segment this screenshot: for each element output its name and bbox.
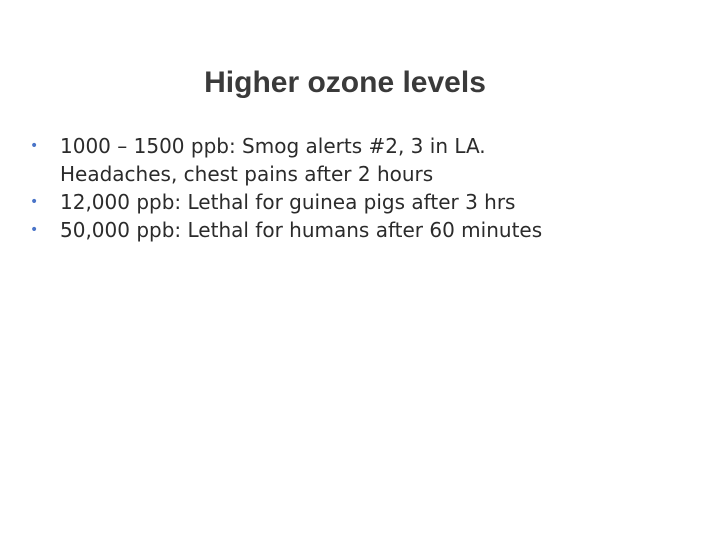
slide-title: Higher ozone levels [204,66,486,99]
bullet-item [28,132,708,188]
bullet-text: 1000 – 1500 ppb: Smog alerts #2, 3 in LA. Headaches, chest pains after 2 hours [60,134,486,186]
bullet-icon: • [30,222,39,238]
bullet-item [28,216,708,244]
bullet-icon: • [30,194,39,210]
bullet-icon: • [30,138,39,154]
bullet-text: 50,000 ppb: Lethal for humans after 60 minutes [60,218,543,242]
bullet-text: 12,000 ppb: Lethal for guinea pigs after 3 hrs [60,190,516,214]
bullet-list [28,132,708,244]
bullet-item [28,188,708,216]
